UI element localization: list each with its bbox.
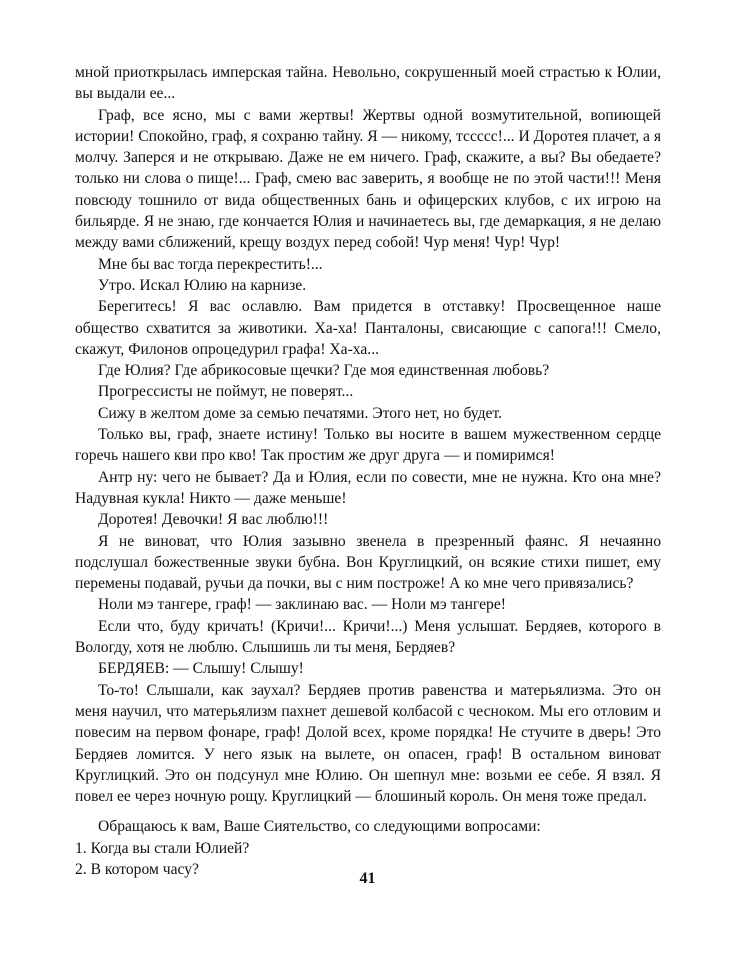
paragraph: Граф, все ясно, мы с вами жертвы! Жертвы одной возмутительной, вопиющей истории! Спокойно, граф, я сохраню тайну. Я — никому, тссссс!... И Доротея плачет, а я молчу. Заперся и не открываю. Даже не ем ничего. Граф, скажите, а вы? Вы обедаете? только ни слова о пище!... Граф, смею вас заверить, я вообще не по этой части!!! Меня повсюду тошнило от вида общественных бань и офицерских клубов, с их игрою на бильярде. Я не знаю, где кончается Юлия и начинаетесь вы, где демаркация, я не делаю между вами сближений, крещу воздух перед собой! Чур меня! Чур! Чур! <box>75 106 661 252</box>
list-item: 1. Когда вы стали Юлией? <box>75 839 250 857</box>
speaker-line: БЕРДЯЕВ: — Слышу! Слышу! <box>98 660 304 678</box>
paragraph: Берегитесь! Я вас ославлю. Вам придется в отставку! Просвещенное наше общество схватится за животики. Ха-ха! Панталоны, свисающие с сапога!!! Смело, скажут, Филонов опроцедурил графа! Ха-ха... <box>75 298 661 358</box>
paragraph: Доротея! Девочки! Я вас люблю!!! <box>98 511 329 529</box>
paragraph: Сижу в желтом доме за семью печатями. Этого нет, но будет. <box>98 404 503 422</box>
paragraph: мной приоткрылась имперская тайна. Невольно, сокрушенный моей страстью к Юлии, вы выдали ее... <box>75 64 661 103</box>
paragraph: Если что, буду кричать! (Кричи!... Кричи!...) Меня услышат. Бердяев, которого в Вологду, хотя не люблю. Слышишь ли ты меня, Бердяев? <box>75 617 661 657</box>
paragraph: Обращаюсь к вам, Ваше Сиятельство, со следующими вопросами: <box>98 818 541 836</box>
paragraph: Утро. Искал Юлию на карнизе. <box>98 276 307 294</box>
paragraph: Антр ну: чего не бывает? Да и Юлия, если по совести, мне не нужна. Кто она мне? Надувная кукла! Никто — даже меньше! <box>75 468 661 507</box>
paragraph: Мне бы вас тогда перекрестить!... <box>98 255 323 273</box>
page-body <box>75 62 661 880</box>
paragraph: Ноли мэ тангере, граф! — заклинаю вас. — Ноли мэ тангере! <box>98 596 506 614</box>
page-number: 41 <box>359 870 376 887</box>
paragraph: Где Юлия? Где абрикосовые щечки? Где моя единственная любовь? <box>98 362 550 380</box>
paragraph: Прогрессисты не поймут, не поверят... <box>98 383 354 401</box>
paragraph: То-то! Слышали, как заухал? Бердяев против равенства и матерьялизма. Это он меня научил, что матерьялизм пахнет дешевой колбасой с чесноком. Мы его отловим и повесим на первом фонаре, граф! Долой всех, кроме порядка! Не стучите в дверь! Это Бердяев ломится. У него язык на вылете, он опасен, граф! В остальном виноват Круглицкий. Это он подсунул мне Юлию. Он шепнул мне: возьми ее себе. Я взял. Я повел ее через ночную рощу. Круглицкий — блошиный король. Он меня тоже предал. <box>75 681 661 806</box>
list-item: 2. В котором часу? <box>75 860 199 878</box>
paragraph: Я не виноват, что Юлия зазывно звенела в презренный фаянс. Я нечаянно подслушал божественные звуки бубна. Вон Круглицкий, он всякие стихи пишет, ему перемены подавай, ручьи да почки, вы с ним построже! А ко мне чего привязались? <box>75 532 661 593</box>
paragraph: Только вы, граф, знаете истину! Только вы носите в вашем мужественном сердце горечь нашего кви про кво! Так простим же друг друга — и помиримся! <box>75 426 661 465</box>
